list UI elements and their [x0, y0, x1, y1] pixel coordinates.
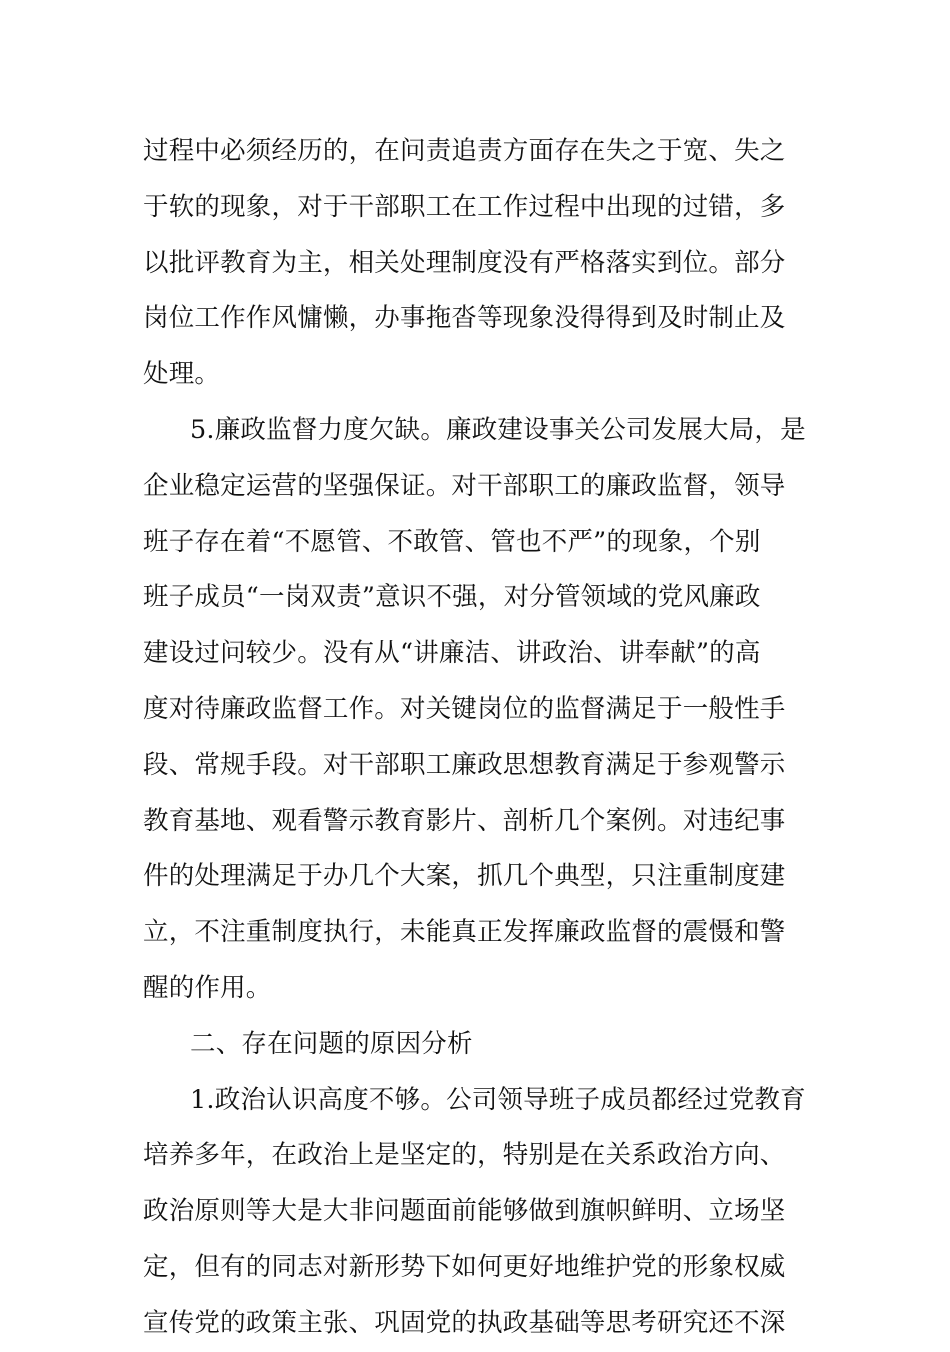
text-line: 段、常规手段。对干部职工廉政思想教育满足于参观警示	[143, 749, 786, 780]
text-line: 班子成员“一岗双责”意识不强，对分管领域的党风廉政	[143, 582, 761, 613]
text-line: 建设过问较少。没有从“讲廉洁、讲政治、讲奉献”的高	[143, 638, 761, 669]
text-line: 教育基地、观看警示教育影片、剖析几个案例。对违纪事	[143, 805, 786, 836]
section-heading: 二、存在问题的原因分析	[190, 1028, 473, 1059]
text-line: 宣传党的政策主张、巩固党的执政基础等思考研究还不深	[143, 1307, 786, 1338]
text-line: 以批评教育为主，相关处理制度没有严格落实到位。部分	[143, 247, 786, 278]
text-line: 度对待廉政监督工作。对关键岗位的监督满足于一般性手	[143, 693, 786, 724]
text-line: 醒的作用。	[143, 972, 272, 1003]
text-line: 立，不注重制度执行，未能真正发挥廉政监督的震慑和警	[143, 917, 786, 948]
text-line: 过程中必须经历的，在问责追责方面存在失之于宽、失之	[143, 136, 786, 166]
paragraph-start-line: 5.廉政监督力度欠缺。廉政建设事关公司发展大局，是	[190, 414, 806, 445]
text-line: 定，但有的同志对新形势下如何更好地维护党的形象权威	[143, 1251, 786, 1282]
text-line: 培养多年，在政治上是坚定的，特别是在关系政治方向、	[143, 1140, 786, 1171]
text-line: 班子存在着“不愿管、不敢管、管也不严”的现象，个别	[143, 526, 761, 557]
paragraph-start-line: 1.政治认识高度不够。公司领导班子成员都经过党教育	[190, 1084, 806, 1115]
text-line: 于软的现象，对于干部职工在工作过程中出现的过错，多	[143, 191, 786, 222]
text-line: 岗位工作作风慵懒，办事拖沓等现象没得得到及时制止及	[143, 303, 786, 334]
text-line: 企业稳定运营的坚强保证。对干部职工的廉政监督，领导	[143, 470, 786, 501]
body-text	[143, 124, 809, 1352]
text-line: 处理。	[143, 359, 221, 390]
text-line: 件的处理满足于办几个大案，抓几个典型，只注重制度建	[143, 861, 786, 892]
text-line: 政治原则等大是大非问题面前能够做到旗帜鲜明、立场坚	[143, 1196, 786, 1227]
